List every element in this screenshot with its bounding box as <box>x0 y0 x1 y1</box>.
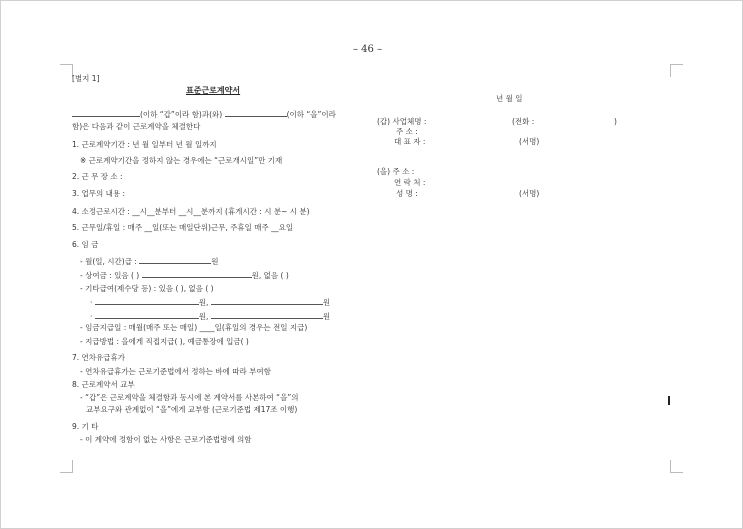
wage-monthly: - 월(일, 시간)급 : 원 <box>80 257 219 266</box>
item-others: 9. 기 타 <box>72 422 99 431</box>
item-contract-delivery: 8. 근로계약서 교부 <box>72 380 135 389</box>
employer-business-name-label: (갑) 사업체명 : <box>377 117 427 126</box>
bonus-amount-blank[interactable] <box>142 270 252 278</box>
item-wages: 6. 임 금 <box>72 240 99 249</box>
employer-blank[interactable] <box>72 109 140 117</box>
intro-line-1: (이하 “갑”이라 함)과(와) (이하 “을”이라 <box>72 109 336 119</box>
item-contract-note: ※ 근로계약기간을 정하지 않는 경우에는 “근로개시일”만 기재 <box>80 156 283 165</box>
page-number: – 46 – <box>353 44 383 55</box>
item-workdays-holidays: 5. 근무일/휴일 : 매주 __일(또는 매일단위)근무, 주휴일 매주 __요일 <box>72 223 294 232</box>
employer-signature[interactable]: (서명) <box>519 137 540 146</box>
allowance-row-1: · 원, 원 <box>90 298 331 307</box>
allowance-blank-2[interactable] <box>211 297 323 305</box>
employer-representative-label: 대 표 자 : <box>394 137 426 146</box>
allowance-row-2: · 원, 원 <box>90 312 331 321</box>
annual-leave-detail: - 연차유급휴가는 근로기준법에서 정하는 바에 따라 부여함 <box>80 367 271 376</box>
contract-delivery-detail-2: 교부요구와 관계없이 “을”에게 교부함 (근로기준법 제17조 이행) <box>86 405 298 414</box>
wage-payday: - 임금지급일 : 매월(매주 또는 매일) ____일(휴일의 경우는 전일 지급) <box>80 323 308 332</box>
text-cursor <box>668 396 670 405</box>
contract-delivery-detail-1: - “갑”은 근로계약을 체결함과 동시에 본 계약서를 사본하여 “을”의 <box>80 393 299 402</box>
item-workplace: 2. 근 무 장 소 : <box>72 172 123 181</box>
wage-bonus: - 상여금 : 있음 ( ) 원, 없음 ( ) <box>80 271 289 280</box>
signature-date: 년 월 일 <box>496 94 523 103</box>
employer-phone-close: ) <box>614 117 617 126</box>
employee-address-label: (을) 주 소 : <box>377 167 415 176</box>
allowance-blank-3[interactable] <box>95 311 199 319</box>
employee-signature[interactable]: (서명) <box>519 189 540 198</box>
crop-mark-bottom-left <box>60 460 73 473</box>
allowance-blank-1[interactable] <box>95 297 199 305</box>
form-label: [별지 1] <box>72 74 100 83</box>
employer-phone-label: (전화 : <box>512 117 535 126</box>
intro-line-2: 함)은 다음과 같이 근로계약을 체결한다 <box>72 122 201 131</box>
allowance-blank-4[interactable] <box>211 311 323 319</box>
item-annual-leave: 7. 연차유급휴가 <box>72 353 126 362</box>
employee-name-label: 성 명 : <box>396 189 418 198</box>
employee-blank[interactable] <box>225 109 287 117</box>
item-contract-period: 1. 근로계약기간 : 년 월 일부터 년 월 일까지 <box>72 140 217 149</box>
document-title: 표준근로계약서 <box>186 86 241 95</box>
employer-address-label: 주 소 : <box>396 127 418 136</box>
crop-mark-top-right <box>670 64 683 77</box>
employee-contact-label: 연 락 처 : <box>394 178 426 187</box>
wage-other-allowance: - 기타급여(제수당 등) : 있음 ( ), 없음 ( ) <box>80 284 214 293</box>
crop-mark-bottom-right <box>670 460 683 473</box>
item-job-description: 3. 업무의 내용 : <box>72 189 126 198</box>
item-working-hours: 4. 소정근로시간 : __시__분부터 __시__분까지 (휴게시간 : 시 분~ 시 분) <box>72 207 310 216</box>
wage-amount-blank[interactable] <box>139 256 211 264</box>
others-detail: - 이 계약에 정함이 없는 사항은 근로기준법령에 의함 <box>80 435 252 444</box>
wage-payment-method: - 지급방법 : 을에게 직접지급( ), 예금통장에 입금( ) <box>80 337 249 346</box>
